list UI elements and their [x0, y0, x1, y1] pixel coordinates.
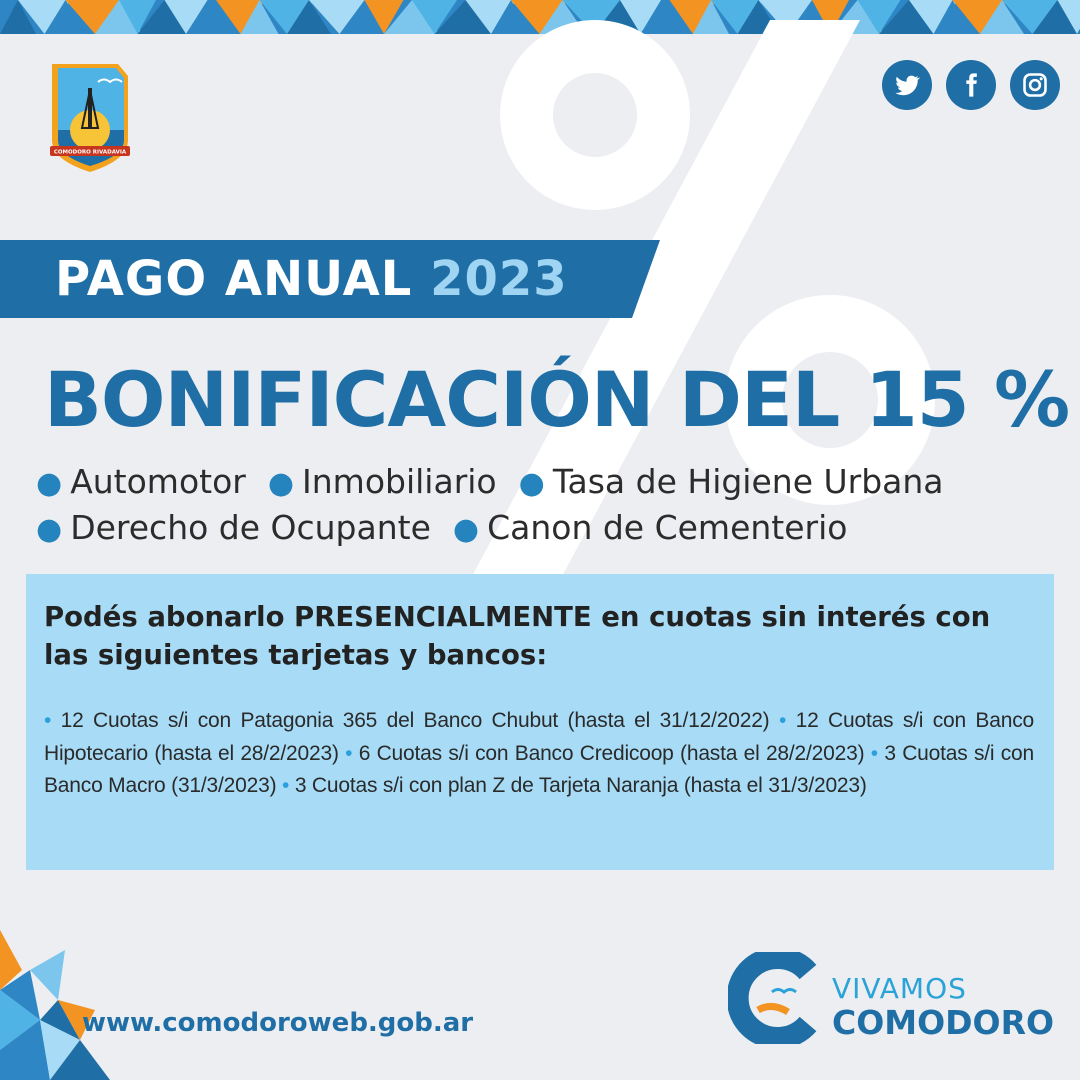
bullet-icon: ●: [36, 512, 63, 547]
tax-list-row-2: [36, 508, 869, 547]
facebook-icon: [957, 71, 985, 99]
banner-title-text: PAGO ANUAL: [55, 251, 413, 307]
city-crest-logo: [48, 60, 132, 176]
tax-list-row-1: [36, 462, 966, 501]
vivamos-comodoro-logo: [728, 952, 820, 1044]
installment-item: 3 Cuotas s/i con plan Z de Tarjeta Naranja (hasta el 31/3/2023): [294, 774, 867, 797]
instagram-button[interactable]: [1010, 60, 1060, 110]
bullet-icon: •: [778, 709, 796, 732]
tax-item: ● Derecho de Ocupante: [36, 508, 431, 547]
bullet-icon: ●: [518, 466, 545, 501]
installment-item: 12 Cuotas s/i con Patagonia 365 del Banco Chubut (hasta el 31/12/2022): [60, 709, 770, 732]
brand-line-2: COMODORO: [832, 1003, 1055, 1042]
twitter-icon: [893, 71, 921, 99]
installment-item: 6 Cuotas s/i con Banco Credicoop (hasta el 28/2/2023): [358, 741, 865, 765]
banner-title: [55, 248, 568, 310]
tax-item: ● Canon de Cementerio: [452, 508, 848, 547]
crest-label: COMODORO RIVADAVIA: [53, 149, 127, 156]
bullet-icon: ●: [267, 466, 295, 501]
bullet-icon: ●: [36, 466, 63, 501]
tax-item: ● Tasa de Higiene Urbana: [518, 462, 944, 501]
bullet-icon: •: [345, 741, 359, 765]
tax-item: ● Inmobiliario: [267, 462, 497, 501]
instagram-icon: [1021, 71, 1049, 99]
payment-info-title: Podés abonarlo PRESENCIALMENTE en cuotas sin interés con las siguientes tarjetas y bancos:: [44, 601, 991, 671]
installment-list: [44, 705, 1034, 803]
banner-year: 2023: [430, 251, 568, 307]
installment-item: 3 Cuotas s/i con Banco Macro (31/3/2023): [44, 741, 1035, 797]
tax-item: ● Automotor: [36, 462, 246, 501]
twitter-button[interactable]: [882, 60, 932, 110]
discount-headline: BONIFICACIÓN DEL 15 %: [44, 355, 1070, 444]
corner-pattern: [0, 930, 140, 1080]
website-link[interactable]: www.comodoroweb.gob.ar: [82, 1008, 474, 1038]
facebook-button[interactable]: [946, 60, 996, 110]
bullet-icon: •: [282, 774, 295, 797]
bullet-icon: •: [44, 709, 61, 732]
installment-item: 12 Cuotas s/i con Banco Hipotecario (hasta el 28/2/2023): [44, 709, 1034, 765]
bullet-icon: ●: [452, 512, 480, 547]
brand-line-1: VIVAMOS: [832, 972, 967, 1005]
bullet-icon: •: [870, 741, 885, 765]
